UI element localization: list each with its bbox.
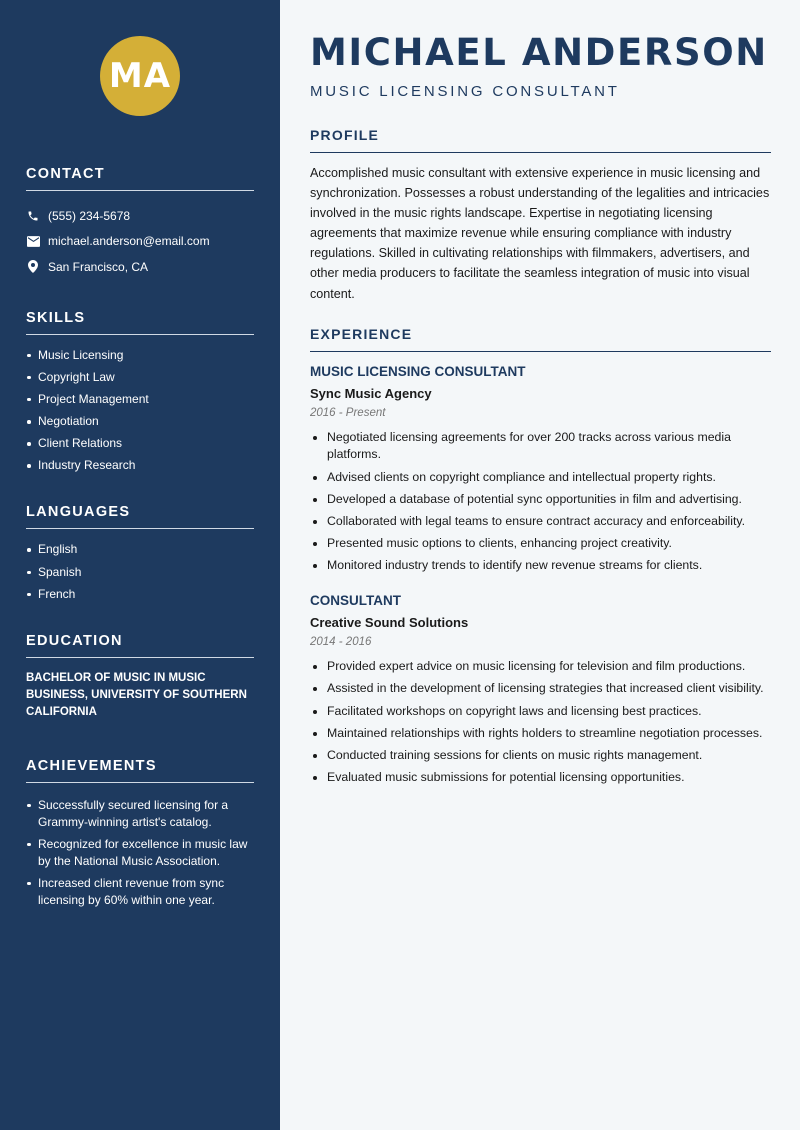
education-section	[26, 633, 254, 721]
candidate-title: MUSIC LICENSING CONSULTANT	[310, 83, 620, 100]
job-bullet: Assisted in the development of licensing strategies that increased client visibility.	[310, 680, 771, 698]
job-bullet: Provided expert advice on music licensing for television and film productions.	[310, 658, 771, 676]
job-company: Sync Music Agency	[310, 385, 432, 401]
candidate-name: MICHAEL ANDERSON	[310, 31, 768, 74]
achievement-item: Successfully secured licensing for a Grammy-winning artist's catalog.	[26, 797, 254, 831]
education-heading: EDUCATION	[26, 633, 254, 658]
job-bullet: Evaluated music submissions for potential licensing opportunities.	[310, 769, 771, 787]
contact-email	[26, 229, 254, 255]
envelope-icon	[26, 234, 40, 248]
phone-text: (555) 234-5678	[48, 208, 131, 223]
contact-location	[26, 254, 254, 280]
skill-item: Copyright Law	[26, 369, 254, 386]
job-bullets	[310, 658, 771, 787]
job-entry	[310, 364, 771, 576]
job-bullet: Negotiated licensing agreements for over 200 tracks across various media platforms.	[310, 429, 771, 465]
skills-list	[26, 347, 254, 475]
contact-phone	[26, 203, 254, 229]
job-bullet: Presented music options to clients, enhancing project creativity.	[310, 535, 771, 553]
skill-item: Project Management	[26, 391, 254, 408]
skill-item: Music Licensing	[26, 347, 254, 364]
job-bullet: Collaborated with legal teams to ensure contract accuracy and enforceability.	[310, 513, 771, 531]
skills-section	[26, 310, 254, 475]
contact-section	[26, 166, 254, 280]
job-bullets	[310, 429, 771, 576]
profile-text: Accomplished music consultant with extensive experience in music licensing and synchronization. Possesses a robust understanding of the legalities and intricacies involved in the music rights landscape. Expertise in negotiating licensing agreements that maximize revenue while ensuring compliance with industry regulations. Skilled in cultivating relationships with filmmakers, advertisers, and other media producers to facilitate the seamless integration of music into visual content.	[310, 166, 770, 301]
job-company: Creative Sound Solutions	[310, 615, 469, 631]
avatar-initials: MA	[108, 56, 172, 96]
job-bullet: Monitored industry trends to identify new revenue streams for clients.	[310, 557, 771, 575]
languages-section	[26, 504, 254, 602]
initials-avatar	[100, 36, 180, 116]
sidebar	[0, 0, 280, 1130]
job-bullet: Facilitated workshops on copyright laws and licensing best practices.	[310, 703, 771, 721]
job-bullet: Conducted training sessions for clients on music rights management.	[310, 747, 771, 765]
languages-list	[26, 541, 254, 602]
skill-item: Negotiation	[26, 413, 254, 430]
achievements-list	[26, 797, 254, 909]
achievements-section	[26, 758, 254, 909]
achievements-heading: ACHIEVEMENTS	[26, 758, 254, 783]
skill-item: Industry Research	[26, 457, 254, 474]
job-dates: 2014 - 2016	[310, 636, 372, 649]
job-dates: 2016 - Present	[310, 406, 386, 419]
job-bullet: Advised clients on copyright compliance and intellectual property rights.	[310, 469, 771, 487]
main-content	[280, 0, 800, 1130]
location-text: San Francisco, CA	[48, 259, 149, 274]
job-title: MUSIC LICENSING CONSULTANT	[310, 363, 526, 379]
email-text: michael.anderson@email.com	[48, 234, 210, 249]
contact-heading: CONTACT	[26, 166, 254, 191]
phone-icon	[26, 209, 40, 223]
education-degree: BACHELOR OF MUSIC IN MUSIC BUSINESS, UNIVERSITY OF SOUTHERN CALIFORNIA	[26, 671, 247, 718]
profile-section	[310, 127, 771, 304]
language-item: English	[26, 541, 254, 558]
skills-heading: SKILLS	[26, 310, 254, 335]
achievement-item: Recognized for excellence in music law by the National Music Association.	[26, 836, 254, 870]
map-pin-icon	[26, 260, 40, 274]
job-title: CONSULTANT	[310, 593, 401, 609]
languages-heading: LANGUAGES	[26, 504, 254, 529]
experience-heading: EXPERIENCE	[310, 326, 771, 352]
job-bullet: Maintained relationships with rights holders to streamline negotiation processes.	[310, 725, 771, 743]
language-item: French	[26, 586, 254, 603]
job-entry	[310, 593, 771, 787]
achievement-item: Increased client revenue from sync licensing by 60% within one year.	[26, 875, 254, 909]
language-item: Spanish	[26, 564, 254, 581]
skill-item: Client Relations	[26, 435, 254, 452]
experience-section	[310, 326, 771, 787]
profile-heading: PROFILE	[310, 127, 771, 153]
job-bullet: Developed a database of potential sync opportunities in film and advertising.	[310, 491, 771, 509]
